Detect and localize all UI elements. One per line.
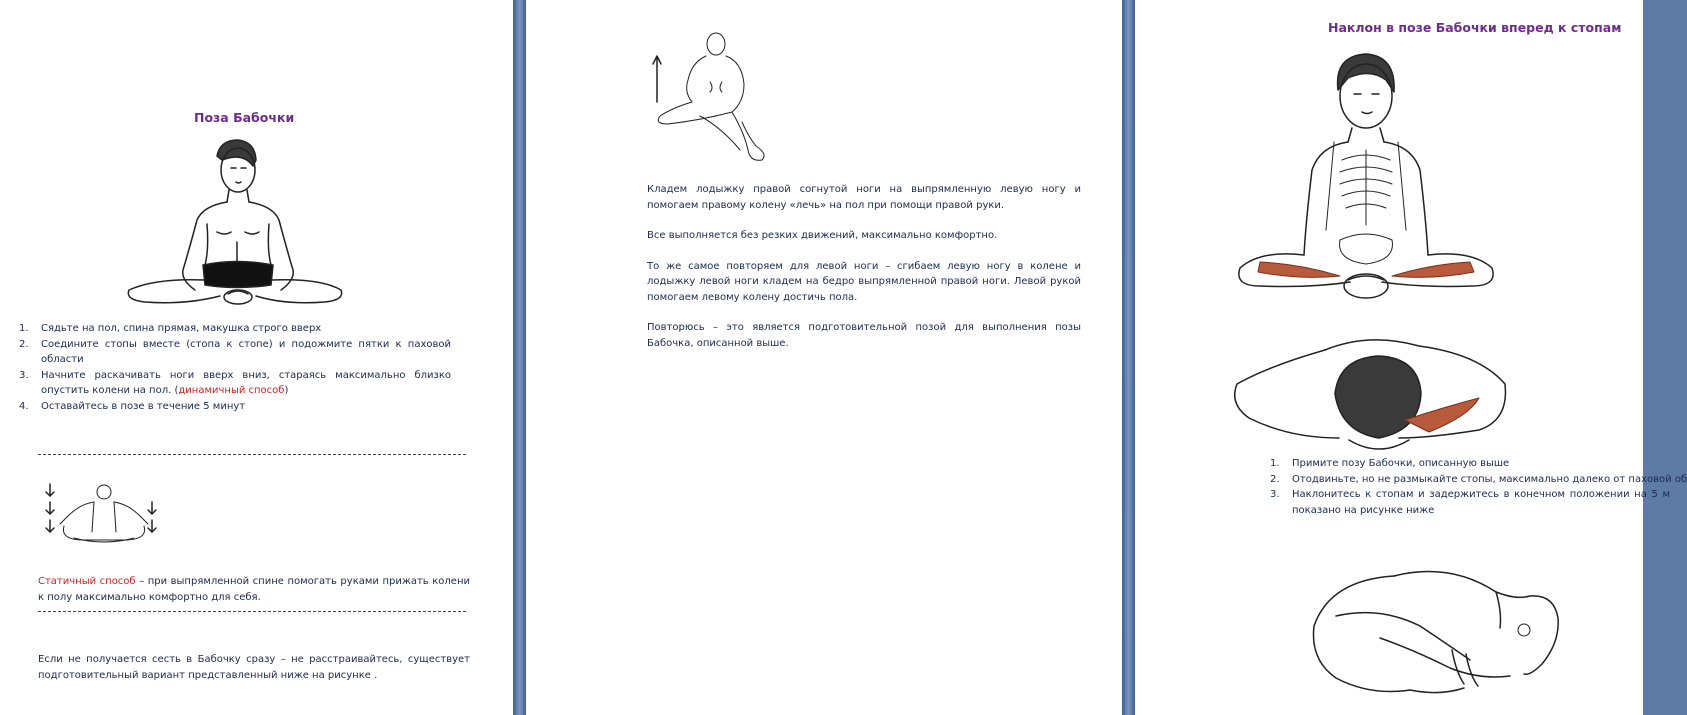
forward-bend-steps [1270,456,1687,518]
dashed-divider [38,454,466,455]
butterfly-anatomy-illustration [1230,50,1525,315]
step-item: 1. Примите позу Бабочки, описанную выше [1270,458,1510,469]
static-method-label: Статичный способ [38,576,136,587]
step-item: 2. Соедините стопы вместе (стопа к стопе) и подожмите пятки к паховой области [19,338,451,365]
forward-bend-top-view-illustration [1229,334,1509,464]
preparatory-instructions [647,182,1081,351]
butterfly-pose-illustration [125,140,345,320]
page-title: Наклон в позе Бабочки вперед к стопам [1328,20,1622,35]
static-method-illustration [44,482,162,552]
paragraph: Повторюсь – это является подготовительной позой для выполнения позы Бабочка, описанной выше. [647,322,1081,349]
preparatory-pose-illustration [652,32,772,172]
page-gap-right [1122,0,1135,715]
paragraph: Кладем лодыжку правой согнутой ноги на выпрямленную левую ногу и помогаем правому колену «лечь» на пол при помощи правой руки. [647,184,1081,211]
dashed-divider [38,611,466,612]
paragraph: Все выполняется без резких движений, максимально комфортно. [647,230,998,241]
page-title: Поза Бабочки [194,110,295,125]
dynamic-method-highlight: динамичный способ [178,385,285,396]
step-item: 3. Наклонитесь к стопам и задержитесь в конечном положении на 5 м показано на рисунке ниже [1270,489,1670,516]
step-item: 3. Начните раскачивать ноги вверх вниз, стараясь максимально близко опустить колени на пол. (динамичный способ) [19,369,451,396]
butterfly-steps [19,321,451,414]
paragraph: То же самое повторяем для левой ноги – сгибаем левую ногу в колене и лодыжку левой ноги кладем на бедро выпрямленной правой ноги. Левой рукой помогаем левому колену достичь пола. [647,260,1081,303]
step-item: 1. Сядьте на пол, спина прямая, макушка строго вверх [19,323,322,334]
document-page-3 [1135,0,1687,715]
page-gap-left [513,0,526,715]
prep-variant-text: Если не получается сесть в Бабочку сразу – не расстраивайтесь, существует подготовительный вариант представленный ниже на рисунке . [38,654,470,681]
document-page-2 [526,0,1122,715]
document-page-1 [0,0,513,715]
static-method-text: Статичный способ – при выпрямленной спине помогать руками прижать колени к полу максимально комфортно для себя. [38,576,470,603]
step-item: 4. Оставайтесь в позе в течение 5 минут [19,400,246,412]
step-item: 2. Отодвиньте, но не размыкайте стопы, максимально далеко от паховой об [1270,473,1687,485]
forward-bend-side-view-illustration [1310,566,1560,706]
